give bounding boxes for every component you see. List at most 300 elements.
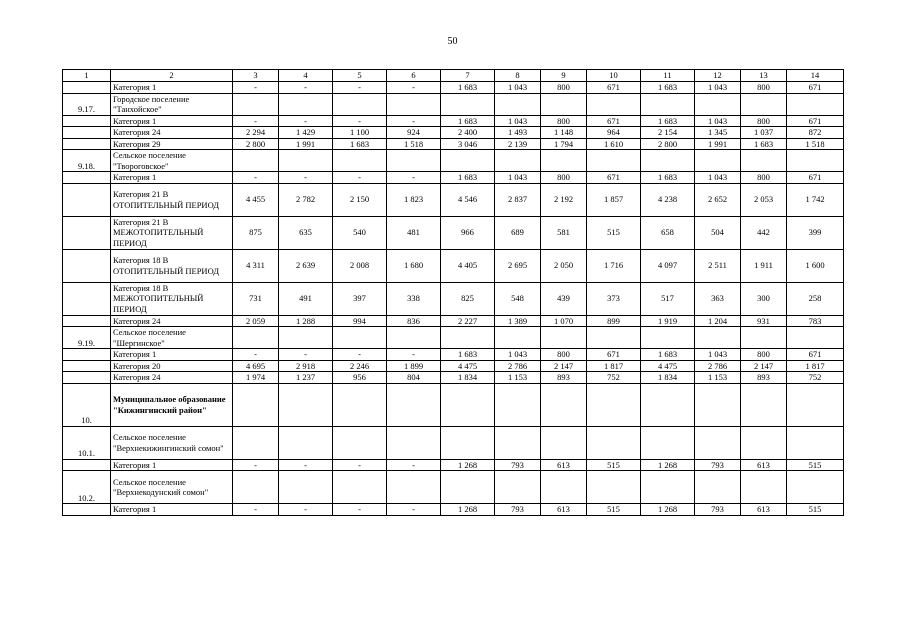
header-cell: 8 [495,70,541,82]
value-cell: 2 400 [441,127,495,139]
value-cell: 1 919 [641,315,695,327]
value-cell [641,426,695,459]
value-cell: 800 [541,115,587,127]
value-cell: 2 147 [741,360,787,372]
value-cell [641,471,695,504]
value-cell: 1 610 [587,138,641,150]
table-row [63,383,844,426]
value-cell: 956 [333,372,387,384]
value-cell: 2 150 [333,183,387,216]
value-cell: 515 [587,504,641,516]
value-cell: 671 [787,115,844,127]
value-cell: 491 [279,282,333,315]
value-cell: 924 [387,127,441,139]
value-cell: 1 683 [441,82,495,94]
value-cell [541,383,587,426]
row-number [63,459,111,471]
value-cell: 613 [541,459,587,471]
row-name: Категория 21 В МЕЖОТОПИТЕЛЬНЫЙ ПЕРИОД [111,216,233,249]
value-cell: 1 345 [695,127,741,139]
row-number [63,349,111,361]
value-cell: 893 [741,372,787,384]
value-cell: 373 [587,282,641,315]
value-cell: 1 600 [787,249,844,282]
value-cell: 1 716 [587,249,641,282]
value-cell: - [233,459,279,471]
row-name: Сельское поселение "Шергинское" [111,327,233,349]
value-cell: 1 817 [587,360,641,372]
value-cell: 1 823 [387,183,441,216]
value-cell [787,93,844,115]
table-row [63,459,844,471]
header-cell: 4 [279,70,333,82]
table-row [63,93,844,115]
value-cell: 689 [495,216,541,249]
value-cell: 2 800 [641,138,695,150]
value-cell: 752 [587,372,641,384]
value-cell: 1 683 [741,138,787,150]
value-cell: 481 [387,216,441,249]
value-cell: 399 [787,216,844,249]
row-number [63,127,111,139]
value-cell: - [279,172,333,184]
value-cell [541,150,587,172]
value-cell: 783 [787,315,844,327]
value-cell [387,150,441,172]
value-cell: - [233,504,279,516]
value-cell [495,383,541,426]
header-cell: 9 [541,70,587,82]
row-number [63,315,111,327]
value-cell: 793 [495,504,541,516]
value-cell: 2 053 [741,183,787,216]
row-number [63,172,111,184]
value-cell [787,383,844,426]
row-number: 9.18. [63,150,111,172]
value-cell [495,426,541,459]
value-cell: 540 [333,216,387,249]
value-cell [641,150,695,172]
row-name: Категория 24 [111,315,233,327]
table-row [63,216,844,249]
value-cell: 1 518 [787,138,844,150]
value-cell: 1 268 [441,459,495,471]
value-cell: 836 [387,315,441,327]
value-cell [741,383,787,426]
table-row [63,150,844,172]
header-cell: 6 [387,70,441,82]
value-cell: 2 800 [233,138,279,150]
value-cell [541,327,587,349]
value-cell: 1 043 [695,349,741,361]
row-name: Категория 21 В ОТОПИТЕЛЬНЫЙ ПЕРИОД [111,183,233,216]
header-cell: 14 [787,70,844,82]
value-cell: 2 695 [495,249,541,282]
page-number: 50 [447,36,458,47]
header-cell: 1 [63,70,111,82]
value-cell: 793 [695,504,741,516]
value-cell: 893 [541,372,587,384]
table-row [63,471,844,504]
table-row [63,127,844,139]
value-cell: - [387,172,441,184]
value-cell [387,383,441,426]
value-cell: 2 786 [695,360,741,372]
value-cell: 1 100 [333,127,387,139]
row-number [63,282,111,315]
value-cell [495,93,541,115]
value-cell [641,383,695,426]
value-cell: 2 918 [279,360,333,372]
value-cell: 504 [695,216,741,249]
value-cell: 1 043 [495,172,541,184]
value-cell: 581 [541,216,587,249]
value-cell [441,150,495,172]
value-cell: - [333,115,387,127]
row-number: 10.2. [63,471,111,504]
value-cell: - [387,349,441,361]
header-cell: 12 [695,70,741,82]
value-cell: 548 [495,282,541,315]
value-cell: - [279,504,333,516]
row-name: Категория 1 [111,349,233,361]
value-cell: 4 097 [641,249,695,282]
value-cell: - [333,459,387,471]
value-cell [787,150,844,172]
value-cell: 671 [787,172,844,184]
value-cell [541,426,587,459]
value-cell: 300 [741,282,787,315]
value-cell [495,327,541,349]
value-cell: 671 [787,82,844,94]
value-cell [387,93,441,115]
value-cell: 1 043 [695,82,741,94]
value-cell [233,426,279,459]
value-cell [695,150,741,172]
value-cell [695,327,741,349]
row-name: Категория 18 В МЕЖОТОПИТЕЛЬНЫЙ ПЕРИОД [111,282,233,315]
value-cell [787,426,844,459]
value-cell: 964 [587,127,641,139]
value-cell: 1 991 [279,138,333,150]
value-cell: 2 652 [695,183,741,216]
value-cell: 2 050 [541,249,587,282]
value-cell [441,327,495,349]
value-cell [387,471,441,504]
value-cell: 2 059 [233,315,279,327]
value-cell [441,471,495,504]
value-cell: 1 043 [495,115,541,127]
value-cell: 1 070 [541,315,587,327]
value-cell: 800 [741,172,787,184]
value-cell: 2 192 [541,183,587,216]
row-number: 10.1. [63,426,111,459]
header-row [63,70,844,82]
value-cell: 793 [495,459,541,471]
value-cell [333,93,387,115]
value-cell [587,93,641,115]
value-cell [587,426,641,459]
table-row [63,282,844,315]
value-cell: 1 834 [441,372,495,384]
value-cell: 800 [741,349,787,361]
value-cell: 872 [787,127,844,139]
value-cell: 2 639 [279,249,333,282]
table-row [63,172,844,184]
value-cell: 931 [741,315,787,327]
row-number [63,138,111,150]
value-cell: 613 [741,459,787,471]
value-cell: 899 [587,315,641,327]
value-cell: - [333,172,387,184]
table-row [63,115,844,127]
value-cell [587,327,641,349]
value-cell: 1 429 [279,127,333,139]
value-cell: 4 455 [233,183,279,216]
value-cell: 1 911 [741,249,787,282]
row-name: Категория 24 [111,127,233,139]
row-name: Категория 1 [111,172,233,184]
value-cell: 1 857 [587,183,641,216]
table-row [63,249,844,282]
value-cell [787,471,844,504]
value-cell: 1 043 [695,115,741,127]
header-cell: 13 [741,70,787,82]
value-cell: 800 [541,349,587,361]
value-cell: 1 834 [641,372,695,384]
row-name: Категория 1 [111,504,233,516]
value-cell [387,426,441,459]
value-cell [333,327,387,349]
value-cell: 1 974 [233,372,279,384]
value-cell: 439 [541,282,587,315]
value-cell: 800 [741,115,787,127]
value-cell: 800 [541,172,587,184]
value-cell: 517 [641,282,695,315]
value-cell: 2 227 [441,315,495,327]
value-cell: 1 043 [695,172,741,184]
value-cell: 3 046 [441,138,495,150]
header-cell: 2 [111,70,233,82]
value-cell: 515 [787,504,844,516]
value-cell [233,327,279,349]
value-cell: 397 [333,282,387,315]
row-name: Категория 18 В ОТОПИТЕЛЬНЫЙ ПЕРИОД [111,249,233,282]
value-cell: 1 288 [279,315,333,327]
value-cell [495,150,541,172]
header-cell: 11 [641,70,695,82]
value-cell [695,93,741,115]
value-cell: 966 [441,216,495,249]
row-number [63,372,111,384]
value-cell [587,471,641,504]
row-number [63,115,111,127]
value-cell: - [333,349,387,361]
value-cell [333,426,387,459]
value-cell: 671 [787,349,844,361]
value-cell: 800 [741,82,787,94]
value-cell [279,426,333,459]
table-row [63,315,844,327]
value-cell: 994 [333,315,387,327]
value-cell [641,93,695,115]
value-cell: 1 204 [695,315,741,327]
value-cell [279,383,333,426]
value-cell: - [279,349,333,361]
value-cell [587,383,641,426]
value-cell: 4 546 [441,183,495,216]
header-cell: 3 [233,70,279,82]
value-cell: 613 [541,504,587,516]
value-cell: - [279,115,333,127]
value-cell: 1 742 [787,183,844,216]
row-number [63,216,111,249]
table-row [63,82,844,94]
value-cell [279,471,333,504]
value-cell: 1 683 [641,349,695,361]
value-cell [741,93,787,115]
value-cell: 731 [233,282,279,315]
value-cell: 671 [587,349,641,361]
value-cell: 825 [441,282,495,315]
value-cell: 1 153 [495,372,541,384]
value-cell: 515 [787,459,844,471]
value-cell [279,93,333,115]
row-number [63,183,111,216]
value-cell: - [333,82,387,94]
row-number [63,360,111,372]
value-cell: 2 008 [333,249,387,282]
value-cell: 515 [587,459,641,471]
value-cell [741,426,787,459]
value-cell [333,383,387,426]
table-row [63,183,844,216]
value-cell [233,93,279,115]
value-cell [741,327,787,349]
row-name: Категория 1 [111,459,233,471]
table-row [63,372,844,384]
row-name: Городское поселение "Танхойское" [111,93,233,115]
row-name: Категория 24 [111,372,233,384]
value-cell: 1 991 [695,138,741,150]
value-cell: 2 294 [233,127,279,139]
value-cell: 2 139 [495,138,541,150]
value-cell [541,471,587,504]
value-cell: 1 037 [741,127,787,139]
value-cell: 4 311 [233,249,279,282]
value-cell: 613 [741,504,787,516]
value-cell: 2 786 [495,360,541,372]
value-cell [587,150,641,172]
row-number: 9.17. [63,93,111,115]
value-cell: 2 837 [495,183,541,216]
value-cell [495,471,541,504]
value-cell: 4 695 [233,360,279,372]
value-cell: 1 899 [387,360,441,372]
value-cell: 1 683 [641,115,695,127]
value-cell: - [233,172,279,184]
header-cell: 7 [441,70,495,82]
value-cell: 442 [741,216,787,249]
value-cell: - [387,459,441,471]
value-cell [233,383,279,426]
value-cell: 1 683 [441,115,495,127]
header-cell: 10 [587,70,641,82]
value-cell: 1 268 [641,504,695,516]
value-cell: - [233,82,279,94]
value-cell: - [387,115,441,127]
value-cell: 804 [387,372,441,384]
value-cell [441,93,495,115]
header-cell: 5 [333,70,387,82]
table-row [63,504,844,516]
value-cell [641,327,695,349]
value-cell: 1 043 [495,349,541,361]
value-cell: 4 405 [441,249,495,282]
value-cell [333,150,387,172]
value-cell [333,471,387,504]
row-name: Муниципальное образование "Кижингинский район" [111,383,233,426]
value-cell: 1 683 [441,172,495,184]
value-cell: 875 [233,216,279,249]
value-cell: 1 683 [333,138,387,150]
value-cell [695,426,741,459]
value-cell: 1 493 [495,127,541,139]
value-cell [695,471,741,504]
value-cell [741,471,787,504]
value-cell: 363 [695,282,741,315]
value-cell: 2 782 [279,183,333,216]
value-cell: 1 683 [641,172,695,184]
row-name: Сельское поселение "Верхнекижингинский сомон" [111,426,233,459]
value-cell: 671 [587,172,641,184]
tariff-table [62,69,844,516]
row-name: Категория 1 [111,115,233,127]
row-number: 9.19. [63,327,111,349]
row-name: Категория 1 [111,82,233,94]
value-cell: 793 [695,459,741,471]
row-number: 10. [63,383,111,426]
value-cell [233,150,279,172]
value-cell: 800 [541,82,587,94]
value-cell: 658 [641,216,695,249]
value-cell: 1 817 [787,360,844,372]
row-number [63,249,111,282]
table-row [63,327,844,349]
value-cell: 1 237 [279,372,333,384]
row-name: Категория 29 [111,138,233,150]
value-cell: 671 [587,115,641,127]
table-row [63,138,844,150]
row-number [63,504,111,516]
value-cell: 1 389 [495,315,541,327]
value-cell: 1 148 [541,127,587,139]
value-cell: 1 683 [441,349,495,361]
value-cell [787,327,844,349]
value-cell: 1 153 [695,372,741,384]
table-row [63,349,844,361]
value-cell [387,327,441,349]
value-cell: 671 [587,82,641,94]
value-cell: - [279,459,333,471]
value-cell [279,327,333,349]
value-cell: - [387,82,441,94]
value-cell: - [233,115,279,127]
value-cell: 1 043 [495,82,541,94]
value-cell [741,150,787,172]
value-cell: 4 475 [641,360,695,372]
value-cell: - [279,82,333,94]
